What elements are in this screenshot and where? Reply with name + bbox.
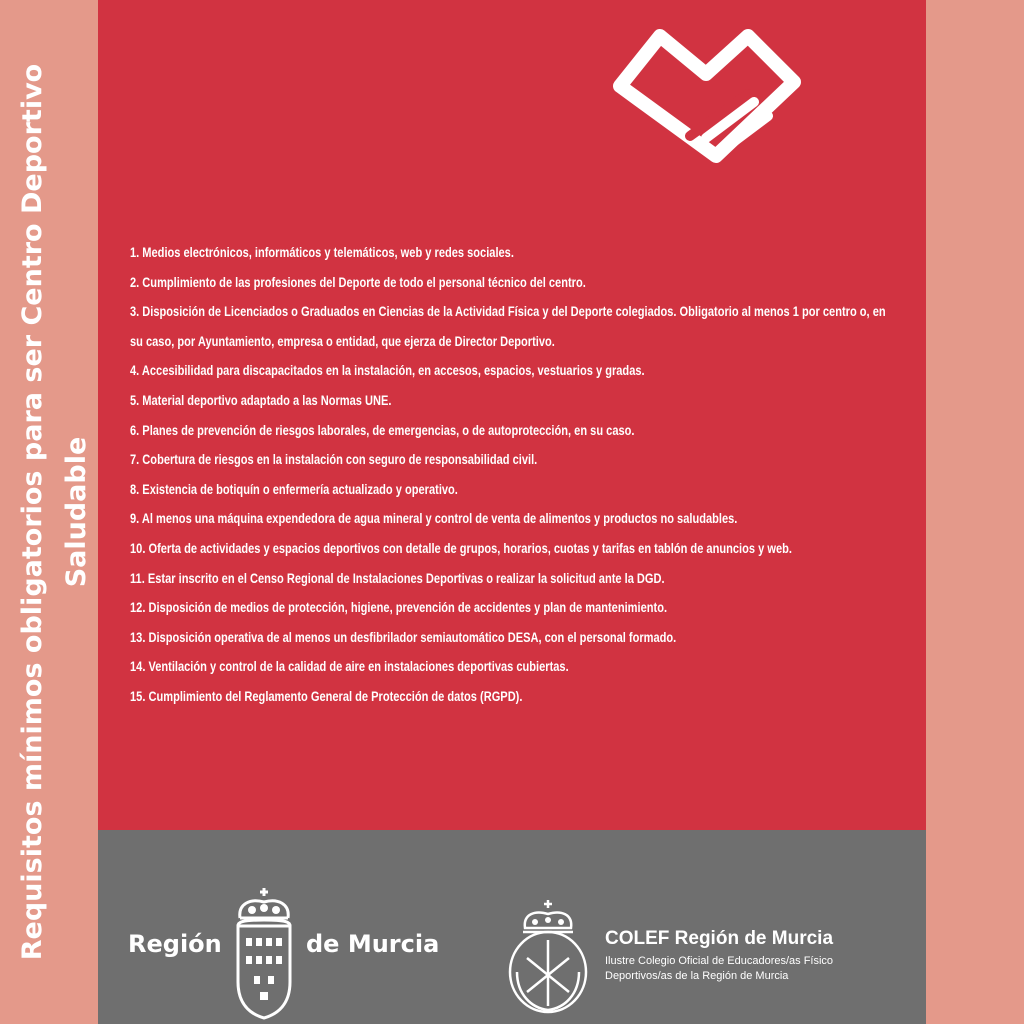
requirement-item: 9. Al menos una máquina expendedora de agua mineral y control de venta de alimentos y productos no saludables.: [130, 511, 738, 527]
requirement-item: 1. Medios electrónicos, informáticos y telemáticos, web y redes sociales.: [130, 245, 514, 260]
requirement-item: 13. Disposición operativa de al menos un desfibrilador semiautomático DESA, con el personal formado.: [130, 629, 677, 645]
vertical-title: [11, 12, 99, 1012]
requirement-item: 2. Cumplimiento de las profesiones del Deporte de todo el personal técnico del centro.: [130, 274, 586, 290]
requirement-item: 15. Cumplimiento del Reglamento General de Protección de datos (RGPD).: [130, 688, 523, 704]
requirement-item: 12. Disposición de medios de protección, higiene, prevención de accidentes y plan de mantenimiento.: [130, 600, 668, 616]
colef-subtitle-line1: Ilustre Colegio Oficial de Educadores/as Físico: [605, 955, 834, 967]
region-murcia-logo: [128, 886, 448, 1021]
heart-checkmark-logo-icon: [598, 18, 808, 168]
colef-title: COLEF Región de Murcia: [605, 928, 834, 949]
requirement-item: 11. Estar inscrito en el Censo Regional de Instalaciones Deportivas o realizar la solicitud ante la DGD.: [130, 570, 665, 586]
colef-seal-icon: [503, 898, 593, 1016]
requirement-item: 6. Planes de prevención de riesgos laborales, de emergencias, o de autoprotección, en su caso.: [130, 422, 635, 438]
requirement-item: 8. Existencia de botiquín o enfermería actualizado y operativo.: [130, 481, 458, 497]
colef-subtitle-line2: Deportivos/as de la Región de Murcia: [605, 970, 789, 982]
requirement-item: 3. Disposición de Licenciados o Graduados en Ciencias de la Actividad Física y del Deporte colegiados. Obligatorio al menos 1 por centro o, en su caso, por Ayuntamiento, empresa o entidad, que ejerza de Director Deportivo.: [130, 304, 886, 349]
vertical-title-line1: Requisitos mínimos obligatorios para ser Centro Deportivo: [17, 63, 48, 961]
region-logo-right-text: de Murcia: [306, 930, 440, 958]
region-logo-left-text: Región: [128, 930, 222, 958]
right-strip: [926, 0, 1024, 1024]
requirement-item: 14. Ventilación y control de la calidad de aire en instalaciones deportivas cubiertas.: [130, 659, 569, 675]
requirement-item: 10. Oferta de actividades y espacios deportivos con detalle de grupos, horarios, cuotas y tarifas en tablón de anuncios y web.: [130, 540, 792, 556]
requirement-item: 5. Material deportivo adaptado a las Normas UNE.: [130, 392, 392, 408]
requirement-item: 4. Accesibilidad para discapacitados en la instalación, en accesos, espacios, vestuarios y gradas.: [130, 363, 645, 379]
region-murcia-shield-icon: [228, 886, 300, 1021]
vertical-title-line2: Saludable: [61, 436, 92, 588]
requirement-item: 7. Cobertura de riesgos en la instalación con seguro de responsabilidad civil.: [130, 452, 538, 468]
requirements-list: [130, 238, 886, 712]
